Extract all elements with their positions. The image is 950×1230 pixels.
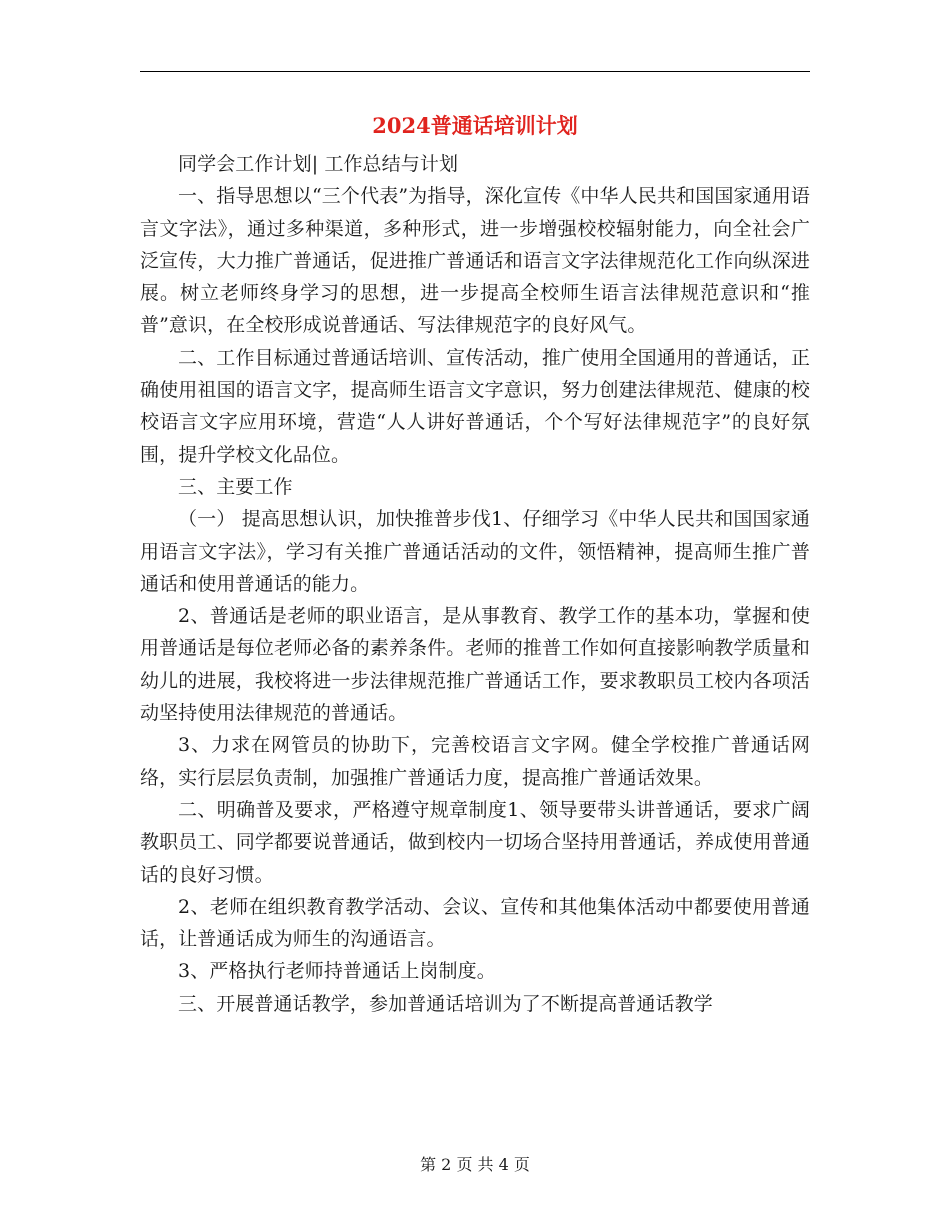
document-body	[140, 148, 810, 1020]
paragraph-teaching: 三、开展普通话教学，参加普通话培训为了不断提高普通话教学	[178, 992, 713, 1015]
paragraph-item-1: （一） 提高思想认识，加快推普步伐1、仔细学习《中华人民共和国国家通用语言文字法》，学习有关推广普通话活动的文件，领悟精神，提高师生推广普通话和使用普通话的能力。	[140, 508, 810, 595]
paragraph-requirements-3: 3、严格执行老师持普通话上岗制度。	[178, 960, 496, 983]
paragraph-item-3: 3、力求在网管员的协助下，完善校语言文字网。健全学校推广普通话网络，实行层层负责制，加强推广普通话力度，提高推广普通话效果。	[140, 734, 810, 789]
document-title: 2024普通话培训计划	[372, 113, 578, 138]
paragraph-subtitle: 同学会工作计划| 工作总结与计划	[178, 153, 459, 175]
paragraph-requirements-2: 2、老师在组织教育教学活动、会议、宣传和其他集体活动中都要使用普通话，让普通话成为师生的沟通语言。	[140, 895, 810, 951]
page-number: 第 2 页 共 4 页	[420, 1155, 530, 1174]
paragraph-main-work-heading: 三、主要工作	[178, 475, 293, 498]
paragraph-requirements: 二、明确普及要求，严格遵守规章制度1、领导要带头讲普通话，要求广阔教职员工、同学都要说普通话，做到校内一切场合坚持用普通话，养成使用普通话的良好习惯。	[140, 798, 810, 886]
paragraph-work-goals: 二、工作目标通过普通话培训、宣传活动，推广使用全国通用的普通话，正确使用祖国的语言文字，提高师生语言文字意识，努力创建法律规范、健康的校校语言文字应用环境，营造“人人讲好普通话，个个写好法律规范字”的良好氛围，提升学校文化品位。	[140, 346, 810, 466]
paragraph-item-2: 2、普通话是老师的职业语言，是从事教育、教学工作的基本功，掌握和使用普通话是每位老师必备的素养条件。老师的推普工作如何直接影响教学质量和幼儿的进展，我校将进一步法律规范推广普通话工作，要求教职员工校内各项活动坚持使用法律规范的普通话。	[140, 605, 810, 725]
paragraph-guiding-thought: 一、指导思想以“三个代表”为指导，深化宣传《中华人民共和国国家通用语言文字法》，通过多种渠道，多种形式，进一步增强校校辐射能力，向全社会广泛宣传，大力推广普通话，促进推广普通话和语言文字法律规范化工作向纵深进展。树立老师终身学习的思想，进一步提高全校师生语言法律规范意识和“推普”意识，在全校形成说普通话、写法律规范字的良好风气。	[140, 185, 810, 337]
header-rule	[140, 71, 810, 72]
